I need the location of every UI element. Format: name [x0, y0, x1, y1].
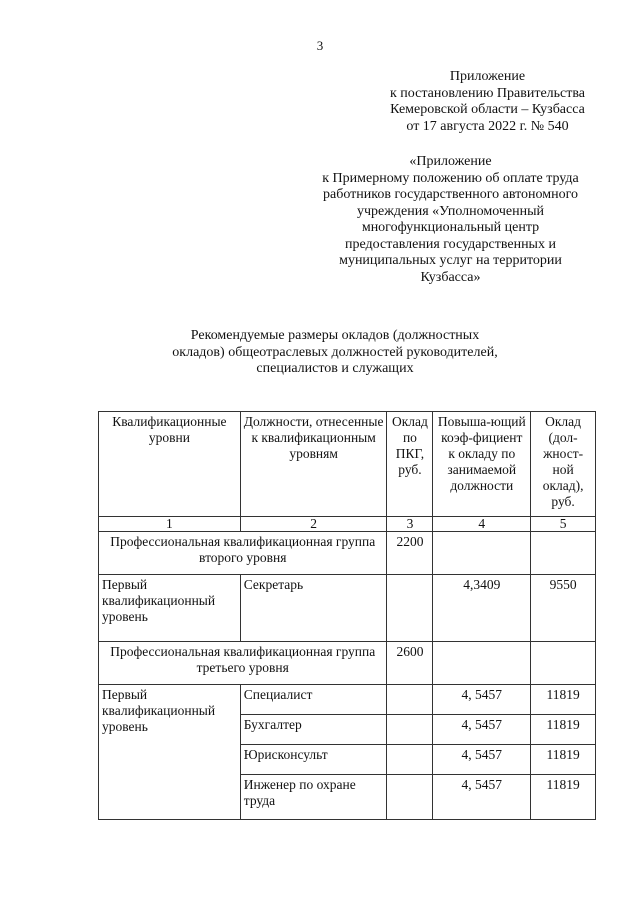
position-name: Специалист	[240, 685, 387, 715]
position-name: Бухгалтер	[240, 715, 387, 745]
appendix-line: предоставления государственных и	[345, 236, 556, 252]
position-name: Инженер по охране труда	[240, 775, 387, 820]
title-line: окладов) общеотраслевых должностей руководителей,	[172, 344, 498, 360]
empty-cell	[433, 532, 531, 575]
coefficient-value: 4, 5457	[433, 685, 531, 715]
column-number: 1	[99, 517, 241, 532]
group-salary: 2600	[387, 642, 433, 685]
empty-cell	[387, 745, 433, 775]
group-row	[99, 532, 596, 575]
table-header-row	[99, 412, 596, 517]
appendix-line: Приложение	[449, 69, 526, 84]
qualification-level: Первый квалификационный уровень	[99, 685, 241, 820]
group-salary: 2200	[387, 532, 433, 575]
coefficient-value: 4, 5457	[433, 745, 531, 775]
appendix-line: от 17 августа 2022 г. № 540	[406, 118, 569, 134]
coefficient-value: 4,3409	[433, 575, 531, 642]
empty-cell	[433, 642, 531, 685]
empty-cell	[531, 532, 596, 575]
group-name: Профессиональная квалификационная группа третьего уровня	[99, 642, 387, 685]
salary-value: 11819	[531, 685, 596, 715]
qualification-level: Первый квалификационный уровень	[99, 575, 241, 642]
table-row	[99, 685, 596, 715]
column-number-row	[99, 517, 596, 532]
header-coefficient: Повыша-ющий коэф-фициент к окладу по занимаемой должности	[433, 412, 531, 517]
column-number: 3	[387, 517, 433, 532]
title-line: Рекомендуемые размеры окладов (должностных	[190, 328, 480, 343]
appendix-line: к постановлению Правительства	[389, 85, 586, 101]
empty-cell	[387, 775, 433, 820]
group-row	[99, 642, 596, 685]
title-line: специалистов и служащих	[256, 361, 414, 376]
salary-value: 9550	[531, 575, 596, 642]
header-official-salary: Оклад (дол-жност-ной оклад), руб.	[531, 412, 596, 517]
appendix-line: работников государственного автономного	[322, 187, 578, 202]
appendix-line: многофункциональный центр	[361, 220, 540, 235]
salary-value: 11819	[531, 715, 596, 745]
column-number: 4	[433, 517, 531, 532]
column-number: 2	[240, 517, 387, 532]
empty-cell	[531, 642, 596, 685]
empty-cell	[387, 575, 433, 642]
appendix-line: Кемеровской области – Кузбасса	[390, 102, 585, 117]
group-name: Профессиональная квалификационная группа второго уровня	[99, 532, 387, 575]
page-number: 3	[316, 38, 324, 53]
salary-table	[98, 411, 596, 820]
header-positions: Должности, отнесенные к квалификационным уровням	[240, 412, 387, 517]
empty-cell	[387, 685, 433, 715]
header-qualification-levels: Квалификационные уровни	[99, 412, 241, 517]
document-title	[150, 328, 520, 378]
coefficient-value: 4, 5457	[433, 715, 531, 745]
appendix-line: к Примерному положению об оплате труда	[322, 170, 579, 186]
header-pkg-salary: Оклад по ПКГ, руб.	[387, 412, 433, 517]
table-row	[99, 575, 596, 642]
coefficient-value: 4, 5457	[433, 775, 531, 820]
position-name: Юрисконсульт	[240, 745, 387, 775]
appendix-line: учреждения «Уполномоченный	[356, 203, 545, 219]
position-name: Секретарь	[240, 575, 387, 642]
appendix-header	[370, 69, 605, 135]
appendix-line: «Приложение	[409, 154, 492, 169]
nested-appendix-header	[298, 154, 603, 286]
empty-cell	[387, 715, 433, 745]
column-number: 5	[531, 517, 596, 532]
appendix-line: Кузбасса»	[420, 269, 481, 285]
salary-value: 11819	[531, 775, 596, 820]
appendix-line: муниципальных услуг на территории	[339, 253, 562, 268]
salary-value: 11819	[531, 745, 596, 775]
